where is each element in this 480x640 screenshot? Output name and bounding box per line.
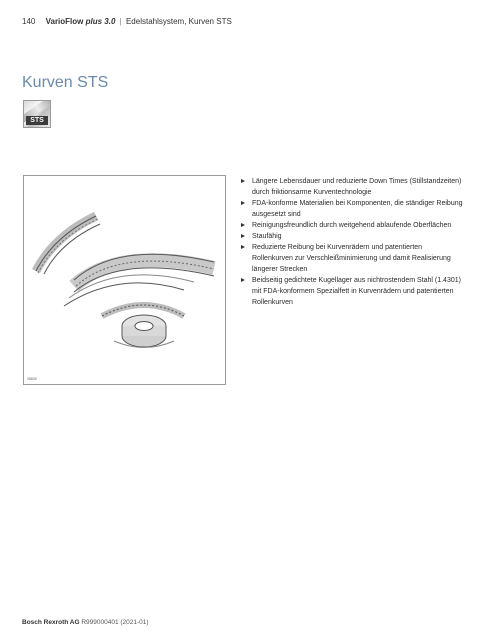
brand-name: VarioFlow plus 3.0: [45, 17, 116, 26]
footer-doc-number: R999000401 (2021-01): [81, 619, 149, 626]
sts-badge-label: STS: [26, 116, 48, 125]
curve-product-illustration: [24, 176, 225, 384]
bullet-triangle-icon: [241, 245, 245, 249]
running-header: [22, 17, 232, 26]
bullet-triangle-icon: [241, 234, 245, 238]
feature-item: Beidseitig gedichtete Kugellager aus nichtrostendem Stahl (1.4301) mit FDA-konformem Spezialfett in Kurvenrädern und patentierten Rollenkurven: [241, 275, 463, 308]
feature-item: FDA-konforme Materialien bei Komponenten, die ständiger Reibung ausgesetzt sind: [241, 198, 463, 220]
bullet-triangle-icon: [241, 201, 245, 205]
feature-list: [241, 176, 463, 308]
footer-company: Bosch Rexroth AG: [22, 619, 80, 626]
feature-item: Reduzierte Reibung bei Kurvenrädern und patentierten Rollenkurven zur Verschleißminimierung und damit Realisierung längerer Strecken: [241, 242, 463, 275]
sts-badge-icon: [23, 100, 51, 128]
page-title: Kurven STS: [22, 73, 109, 91]
header-separator: |: [119, 17, 122, 26]
bullet-triangle-icon: [241, 278, 245, 282]
header-section: Edelstahlsystem, Kurven STS: [125, 17, 232, 26]
page-footer: [22, 619, 149, 626]
bullet-triangle-icon: [241, 179, 245, 183]
feature-item: Längere Lebensdauer und reduzierte Down Times (Stillstandzeiten) durch friktionsarme Kurventechnologie: [241, 176, 463, 198]
bullet-triangle-icon: [241, 223, 245, 227]
figure-id: 08835: [27, 377, 37, 381]
feature-item: Reinigungsfreundlich durch weitgehend ablaufende Oberflächen: [241, 220, 463, 231]
feature-item: Staufähig: [241, 231, 463, 242]
page-number: 140: [22, 17, 36, 26]
product-figure: [23, 175, 226, 385]
